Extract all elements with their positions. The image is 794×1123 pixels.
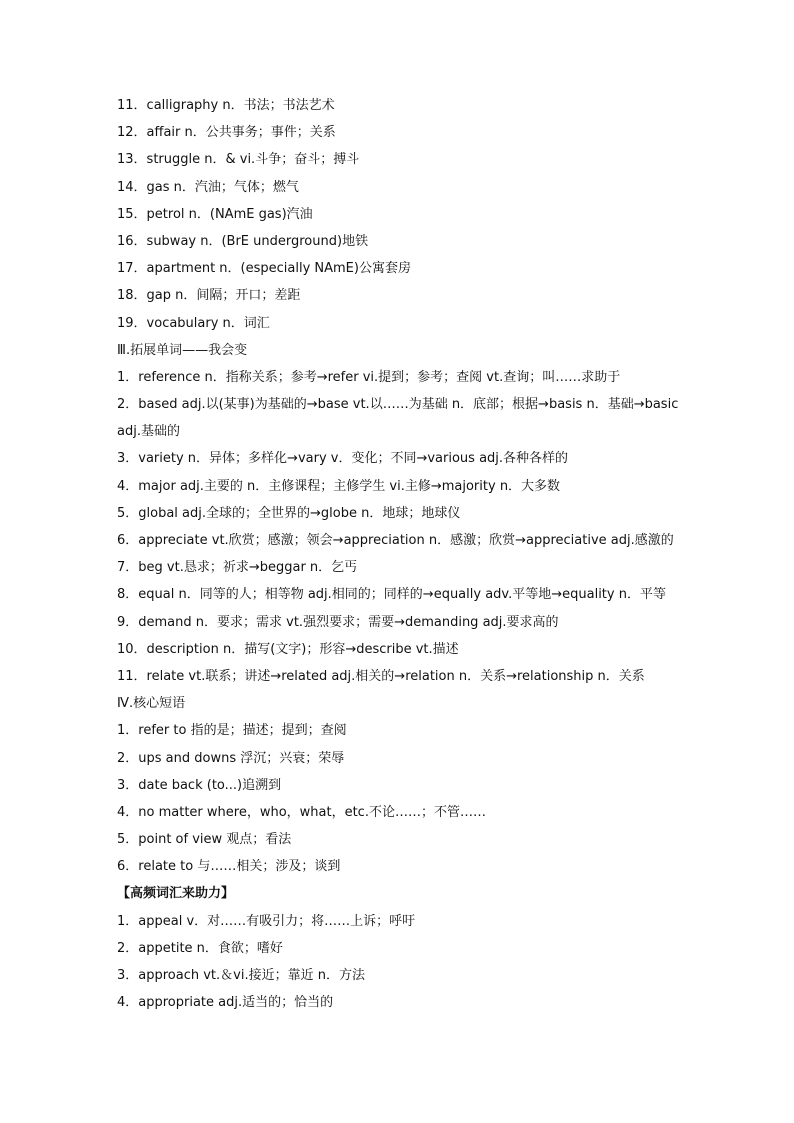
section-heading-core-phrases: Ⅳ.核心短语 [117, 696, 186, 712]
expand-item-variety: 3．variety n．异体；多样化→vary v．变化；不同→various adj.各种各样的 [117, 451, 569, 467]
vocab-item-petrol: 15．petrol n．(NAmE gas)汽油 [117, 206, 313, 222]
phrase-item-date-back: 3．date back (to...)追溯到 [117, 777, 282, 793]
expand-item-based-continued: adj.基础的 [117, 424, 180, 440]
expand-item-major: 4．major adj.主要的 n．主修课程；主修学生 vi.主修→majority n．大多数 [117, 478, 561, 494]
vocab-item-gap: 18．gap n．间隔；开口；差距 [117, 288, 301, 304]
expand-item-based: 2．based adj.以(某事)为基础的→base vt.以……为基础 n．底部；根据→basis n．基础→basic [117, 397, 679, 413]
expand-item-beg: 7．beg vt.恳求；祈求→beggar n．乞丐 [117, 560, 358, 576]
hf-item-approach: 3．approach vt.＆vi.接近；靠近 n．方法 [117, 968, 365, 983]
vocab-item-affair: 12．affair n．公共事务；事件；关系 [117, 125, 336, 141]
expand-item-reference: 1．reference n．指称关系；参考→refer vi.提到；参考；查阅 vt.查询；叫……求助于 [117, 369, 621, 385]
vocabulary-list [117, 92, 687, 1016]
vocab-item-calligraphy: 11．calligraphy n．书法；书法艺术 [117, 98, 335, 113]
expand-item-description: 10．description n．描写(文字)；形容→describe vt.描述 [117, 641, 459, 657]
hf-item-appetite: 2．appetite n．食欲；嗜好 [117, 940, 283, 956]
vocab-item-subway: 16．subway n．(BrE underground)地铁 [117, 233, 369, 249]
phrase-item-point-of-view: 5．point of view 观点；看法 [117, 832, 292, 848]
vocab-item-struggle: 13．struggle n．& vi.斗争；奋斗；搏斗 [117, 152, 360, 168]
phrase-item-relate-to: 6．relate to 与……相关；涉及；谈到 [117, 859, 341, 875]
phrase-item-no-matter: 4．no matter where，who，what，etc.不论……；不管…… [117, 804, 486, 820]
expand-item-appreciate: 6．appreciate vt.欣赏；感激；领会→appreciation n．感激；欣赏→appreciative adj.感激的 [117, 533, 674, 548]
hf-item-appropriate: 4．appropriate adj.适当的；恰当的 [117, 995, 334, 1011]
expand-item-relate: 11．relate vt.联系；讲述→related adj.相关的→relation n．关系→relationship n．关系 [117, 668, 645, 684]
expand-item-equal: 8．equal n．同等的人；相等物 adj.相同的；同样的→equally adv.平等地→equality n．平等 [117, 587, 666, 603]
vocab-item-apartment: 17．apartment n．(especially NAmE)公寓套房 [117, 261, 411, 277]
section-heading-expand-words: Ⅲ.拓展单词——我会变 [117, 342, 248, 358]
hf-item-appeal: 1．appeal v．对……有吸引力；将……上诉；呼吁 [117, 913, 416, 929]
phrase-item-refer-to: 1．refer to 指的是；描述；提到；查阅 [117, 723, 347, 739]
section-heading-high-frequency: 【高频词汇来助力】 [117, 886, 235, 902]
vocab-item-vocabulary: 19．vocabulary n．词汇 [117, 315, 270, 331]
expand-item-global: 5．global adj.全球的；全世界的→globe n．地球；地球仪 [117, 505, 461, 521]
phrase-item-ups-and-downs: 2．ups and downs 浮沉；兴衰；荣辱 [117, 750, 345, 766]
vocab-item-gas: 14．gas n．汽油；气体；燃气 [117, 179, 299, 195]
expand-item-demand: 9．demand n．要求；需求 vt.强烈要求；需要→demanding adj.要求高的 [117, 614, 559, 630]
